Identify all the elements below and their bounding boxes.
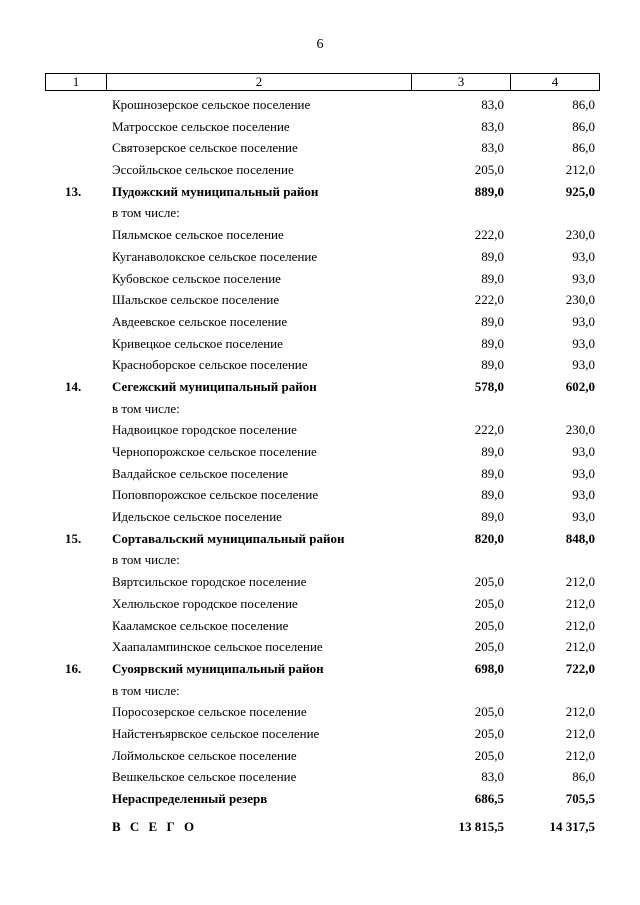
row-value-col-3: 83,0 [481, 140, 504, 156]
row-value-col-4: 93,0 [572, 335, 595, 351]
row-value-col-3: 205,0 [474, 725, 504, 741]
row-name: Пудожский муниципальный район [112, 183, 319, 199]
row-value-col-3: 205,0 [474, 574, 504, 590]
row-name: Красноборское сельское поселение [112, 357, 308, 373]
row-name: Вешкельское сельское поселение [112, 769, 297, 785]
row-name: Хаапалампинское сельское поселение [112, 639, 323, 655]
header-col-1: 1 [46, 74, 107, 90]
row-value-col-3: 222,0 [474, 292, 504, 308]
row-number: 15. [65, 530, 82, 546]
table-row [0, 419, 640, 441]
row-name: Валдайское сельское поселение [112, 465, 289, 481]
row-name: Кубовское сельское поселение [112, 270, 281, 286]
row-value-col-4: 93,0 [572, 465, 595, 481]
row-name: Крошнозерское сельское поселение [112, 97, 311, 112]
row-name: Кааламское сельское поселение [112, 617, 289, 633]
row-value-col-3: 89,0 [481, 270, 504, 286]
row-value-col-4: 86,0 [572, 97, 595, 112]
row-value-col-3: 83,0 [481, 97, 504, 112]
table-row [0, 571, 640, 593]
row-value-col-3: 89,0 [481, 487, 504, 503]
row-value-col-4: 93,0 [572, 444, 595, 459]
row-value-col-4: 86,0 [572, 769, 595, 785]
table-row [0, 745, 640, 767]
row-value-col-4: 212,0 [565, 574, 595, 590]
row-name: Нераспределенный резерв [112, 791, 268, 806]
table-row [0, 289, 640, 311]
row-name: Найстенъярвское сельское поселение [112, 725, 320, 741]
row-value-col-3: 205,0 [474, 747, 504, 763]
table-row [0, 680, 640, 702]
row-value-col-3: 89,0 [481, 465, 504, 481]
row-value-col-4: 212,0 [565, 747, 595, 763]
row-value-col-4: 212,0 [565, 162, 595, 178]
row-name: в том числе: [112, 552, 180, 568]
row-name: Матросское сельское поселение [112, 118, 290, 134]
table-row [0, 506, 640, 528]
table-row [0, 94, 640, 116]
row-value-col-4: 848,0 [565, 530, 595, 546]
row-name: Авдеевское сельское поселение [112, 313, 288, 329]
row-value-col-3: 578,0 [474, 378, 504, 394]
row-value-col-4: 212,0 [565, 617, 595, 633]
row-value-col-3: 89,0 [481, 335, 504, 351]
row-value-col-3: 222,0 [474, 227, 504, 243]
header-col-4: 4 [551, 74, 559, 89]
row-value-col-4: 93,0 [572, 270, 595, 286]
row-value-col-4: 705,5 [565, 791, 595, 806]
table-row [0, 354, 640, 376]
table-row [0, 246, 640, 268]
row-value-col-3: 89,0 [481, 248, 504, 264]
table-row [0, 788, 640, 810]
row-value-col-4: 602,0 [565, 378, 595, 394]
row-value-col-4: 212,0 [565, 639, 595, 655]
row-value-col-3: 698,0 [474, 660, 504, 676]
table-row [0, 484, 640, 506]
table-row [0, 463, 640, 485]
row-name: в том числе: [112, 400, 180, 416]
row-value-col-4: 925,0 [565, 183, 595, 199]
row-name: Сортавальский муниципальный район [112, 530, 345, 546]
row-name: Идельское сельское поселение [112, 509, 282, 525]
row-value-col-3: 89,0 [481, 509, 504, 525]
row-name: Сегежский муниципальный район [112, 378, 317, 394]
table-header [45, 73, 600, 91]
row-value-col-3: 89,0 [481, 313, 504, 329]
row-name: Суоярвский муниципальный район [112, 660, 324, 676]
table-row [0, 549, 640, 571]
table-row [0, 528, 640, 550]
table-row [0, 268, 640, 290]
header-col-2: 2 [107, 74, 412, 90]
table-row [0, 766, 640, 788]
row-name: Хелюльское городское поселение [112, 595, 298, 611]
table-row [0, 615, 640, 637]
row-value-col-4: 93,0 [572, 487, 595, 503]
row-value-col-3: 205,0 [474, 639, 504, 655]
table-row [0, 398, 640, 420]
row-name: в том числе: [112, 205, 180, 221]
row-name: в том числе: [112, 682, 180, 698]
row-value-col-4: 212,0 [565, 704, 595, 720]
row-value-col-3: 205,0 [474, 704, 504, 720]
row-value-col-3: 205,0 [474, 595, 504, 611]
table-row [0, 137, 640, 159]
table-row [0, 181, 640, 203]
row-value-col-3: 205,0 [474, 162, 504, 178]
total-value-col-4: 14 317,5 [549, 819, 595, 834]
row-number: 13. [65, 183, 82, 199]
row-value-col-4: 93,0 [572, 357, 595, 373]
row-value-col-4: 93,0 [572, 509, 595, 525]
row-name: Куганаволокское сельское поселение [112, 248, 318, 264]
row-name: Поповпорожское сельское поселение [112, 487, 319, 503]
table-body [0, 94, 640, 810]
row-value-col-4: 212,0 [565, 725, 595, 741]
row-name: Поросозерское сельское поселение [112, 704, 307, 720]
table-row [0, 333, 640, 355]
row-value-col-3: 222,0 [474, 422, 504, 438]
row-value-col-3: 686,5 [474, 791, 504, 806]
table-row [0, 202, 640, 224]
table-row [0, 224, 640, 246]
table-row [0, 441, 640, 463]
row-value-col-3: 83,0 [481, 769, 504, 785]
row-value-col-3: 89,0 [481, 357, 504, 373]
row-value-col-4: 86,0 [572, 118, 595, 134]
page-number: 6 [316, 37, 324, 52]
row-value-col-4: 230,0 [565, 227, 595, 243]
row-name: Кривецкое сельское поселение [112, 335, 283, 351]
table-row [0, 159, 640, 181]
table-row [0, 723, 640, 745]
row-name: Святозерское сельское поселение [112, 140, 298, 156]
table-row [0, 701, 640, 723]
row-name: Эссойльское сельское поселение [112, 162, 294, 178]
row-number: 16. [65, 660, 82, 676]
row-value-col-4: 722,0 [565, 660, 595, 676]
row-number: 14. [65, 378, 82, 394]
table-row [0, 311, 640, 333]
table-row [0, 376, 640, 398]
row-value-col-3: 205,0 [474, 617, 504, 633]
table-row [0, 116, 640, 138]
row-value-col-4: 86,0 [572, 140, 595, 156]
header-col-3: 3 [412, 74, 511, 90]
total-value-col-3: 13 815,5 [458, 819, 504, 834]
row-value-col-4: 93,0 [572, 248, 595, 264]
row-name: Чернопорожское сельское поселение [112, 444, 317, 459]
total-row [0, 817, 640, 837]
row-value-col-3: 820,0 [474, 530, 504, 546]
row-value-col-3: 89,0 [481, 444, 504, 459]
row-value-col-3: 889,0 [474, 183, 504, 199]
row-value-col-3: 83,0 [481, 118, 504, 134]
row-name: Надвоицкое городское поселение [112, 422, 297, 438]
total-label: В С Е Г О [112, 819, 198, 834]
row-value-col-4: 230,0 [565, 422, 595, 438]
table-row [0, 636, 640, 658]
table-row [0, 658, 640, 680]
row-value-col-4: 93,0 [572, 313, 595, 329]
row-value-col-4: 212,0 [565, 595, 595, 611]
table-row [0, 593, 640, 615]
row-value-col-4: 230,0 [565, 292, 595, 308]
row-name: Пяльмское сельское поселение [112, 227, 284, 243]
row-name: Лоймольское сельское поселение [112, 747, 297, 763]
row-name: Шальское сельское поселение [112, 292, 280, 308]
row-name: Вяртсильское городское поселение [112, 574, 307, 590]
